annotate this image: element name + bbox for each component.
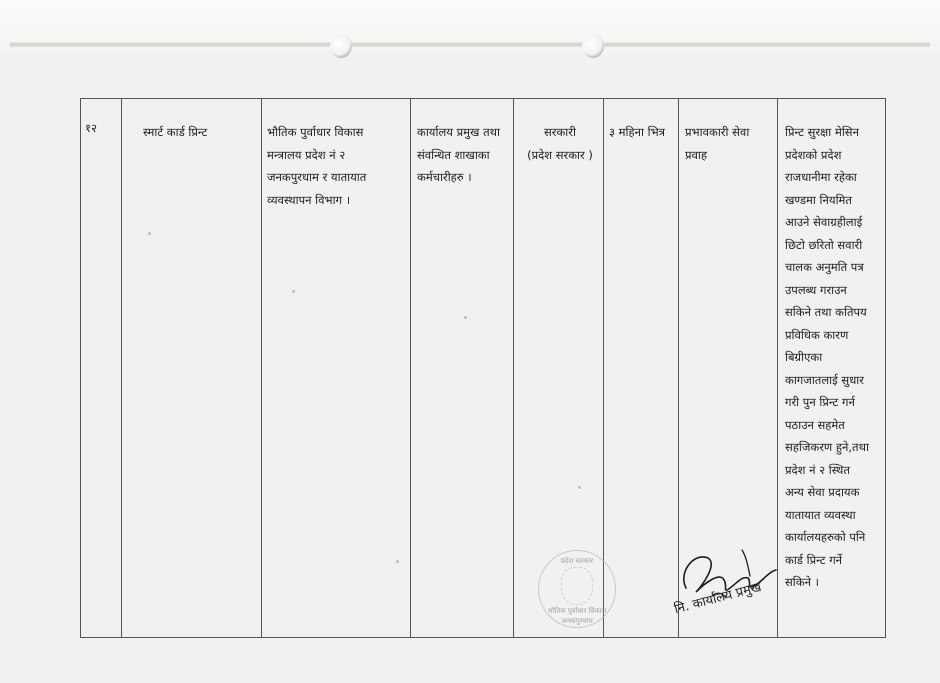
remarks-line: कार्यालयहरुको पनि [785, 530, 866, 544]
indicator-line: प्रभावकारी सेवा [685, 125, 750, 139]
funding-cell [519, 121, 601, 166]
remarks-line: उपलब्ध गराउन [785, 282, 847, 297]
stamp-text: जनकपुरधाम [561, 617, 593, 625]
remarks-line: बिग्रीएका [785, 350, 823, 364]
remarks-line: प्रिन्ट सुरक्षा मेसिन [785, 125, 859, 139]
remarks-line: गरी पुन प्रिन्ट गर्न [785, 395, 855, 409]
indicator-cell [685, 121, 749, 166]
ministry-line: भौतिक पुर्वाधार विकास [267, 125, 364, 139]
funding-line: (प्रदेश सरकार ) [527, 147, 593, 162]
ministry-line: जनकपुरधाम र यातायात [267, 170, 367, 184]
responsible-line: कार्यालय प्रमुख तथा [417, 125, 500, 139]
punch-hole-right [582, 34, 604, 58]
serial-number: १२ [85, 121, 97, 135]
ministry-line: मन्त्रालय प्रदेश नं २ [267, 147, 346, 162]
remarks-line: सकिने । [785, 575, 819, 589]
column-divider [410, 99, 411, 637]
remarks-line: छिटो छरितो सवारी [785, 237, 863, 252]
remarks-line: चालक अनुमति पत्र [785, 260, 864, 274]
scan-edge-line [10, 42, 930, 47]
remarks-line: कार्ड प्रिन्ट गर्ने [785, 552, 843, 567]
service-name: स्मार्ट कार्ड प्रिन्ट [143, 125, 208, 139]
responsible-line: संवन्धित शाखाका [417, 147, 490, 162]
remarks-line: आउने सेवाग्रहीलाई [785, 215, 863, 229]
stamp-text: भौतिक पुर्वाधार विकास [547, 607, 607, 615]
punch-hole-left [330, 34, 352, 58]
remarks-line: कागजातलाई सुधार [785, 372, 864, 387]
remarks-line: खण्डमा नियमित [785, 192, 852, 207]
remarks-line: पठाउन सहमेत [785, 417, 845, 432]
remarks-line: यातायात व्यवस्था [785, 507, 856, 522]
remarks-line: सकिने तथा कतिपय [785, 305, 867, 319]
responsible-line: कर्मचारीहरु । [417, 170, 472, 184]
remarks-line: प्रदेश नं २ स्थित [785, 462, 850, 477]
signature-block [672, 542, 788, 638]
scan-top-edge [0, 0, 940, 60]
column-divider [121, 99, 122, 637]
responsible-cell [417, 121, 500, 189]
stamp-text: प्रदेश सरकार [560, 557, 594, 565]
funding-line: सरकारी [544, 125, 576, 139]
remarks-line: सहजिकरण हुने,तथा [785, 440, 869, 454]
remarks-cell [785, 121, 869, 594]
column-divider [261, 99, 262, 637]
remarks-line: राजधानीमा रहेका [785, 170, 857, 184]
indicator-line: प्रवाह [685, 147, 708, 162]
office-stamp [538, 550, 616, 628]
ministry-cell [267, 121, 366, 211]
column-divider [513, 99, 514, 637]
remarks-line: अन्य सेवा प्रदायक [785, 485, 860, 499]
remarks-line: प्रविधिक कारण [785, 327, 849, 342]
emblem-icon [561, 567, 593, 605]
timeline-cell: ३ महिना भित्र [609, 125, 666, 139]
ministry-line: व्यवस्थापन विभाग । [267, 192, 351, 207]
signatory-title: नि. कार्यालय प्रमुख [672, 579, 764, 618]
remarks-line: प्रदेशको प्रदेश [785, 147, 842, 162]
